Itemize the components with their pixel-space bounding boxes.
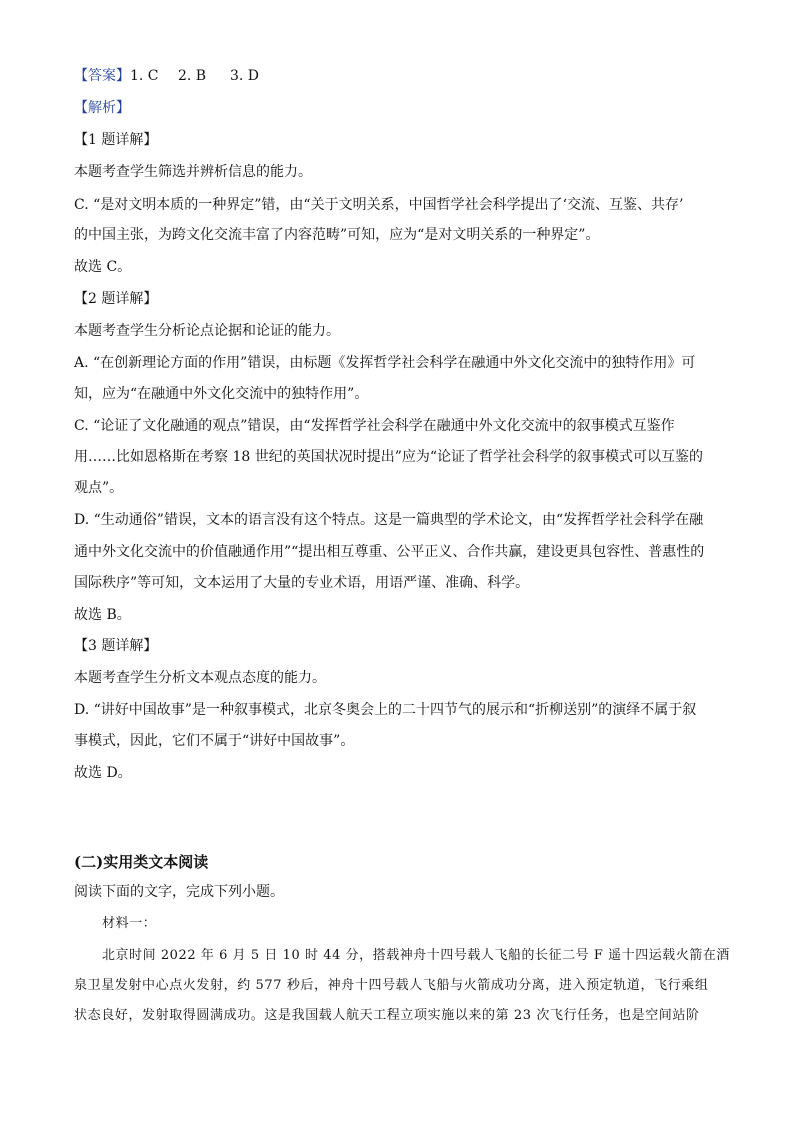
q1-line: 的中国主张，为跨文化交流丰富了内容范畴”可知，应为“是对文明关系的一种界定”。: [74, 227, 600, 243]
answer-label: 【答案】: [74, 68, 130, 84]
answer-line: [74, 66, 259, 86]
q2-line: A. “在创新理论方面的作用”错误，由标题《发挥哲学社会科学在融通中外文化交流中的独特作用》可: [74, 355, 696, 371]
q1-line: C. “是对文明本质的一种界定”错，由“关于文明关系，中国哲学社会科学提出了‘交流、互鉴、共存’: [74, 197, 684, 213]
q1-line: 本题考查学生筛选并辨析信息的能力。: [74, 164, 312, 180]
section-instruction: 阅读下面的文字，完成下列小题。: [74, 884, 284, 900]
q1-line: 故选 C。: [74, 259, 132, 275]
material-label: 材料一：: [102, 916, 157, 931]
q2-line: 故选 B。: [74, 607, 131, 623]
q2-line: 通中外文化交流中的价值融通作用”“提出相互尊重、公平正义、合作共赢，建设更具包容性、普惠性的: [74, 544, 705, 560]
q2-line: 国际秩序”等可知，文本运用了大量的专业术语，用语严谨、准确、科学。: [74, 575, 530, 591]
material-line: 泉卫星发射中心点火发射，约 577 秒后，神舟十四号载人飞船与火箭成功分离，进入预定轨道，飞行乘组: [74, 978, 709, 993]
q3-line: 本题考查学生分析文本观点态度的能力。: [74, 670, 326, 686]
q2-line: 知，应为“在融通中外文化交流中的独特作用”。: [74, 386, 369, 402]
material-line: 北京时间 2022 年 6 月 5 日 10 时 44 分，搭载神舟十四号载人飞船的长征二号 F 遥十四运载火箭在酒: [102, 948, 730, 963]
analysis-label: 【解析】: [74, 100, 130, 116]
q2-heading: 【2 题详解】: [74, 291, 158, 307]
q2-line: 观点”。: [74, 480, 124, 496]
q3-line: D. “讲好中国故事”是一种叙事模式，北京冬奥会上的二十四节气的展示和“折柳送别”的演绎不属于叙: [74, 702, 697, 718]
material-line: 状态良好，发射取得圆满成功。这是我国载人航天工程立项实施以来的第 23 次飞行任务，也是空间站阶: [74, 1008, 700, 1023]
answer-item-1: 1. C: [130, 68, 159, 84]
q2-line: 本题考查学生分析论点论据和论证的能力。: [74, 323, 340, 339]
q2-line: C. “论证了文化融通的观点”错误，由“发挥哲学社会科学在融通中外文化交流中的叙事模式互鉴作: [74, 418, 675, 434]
q2-line: D. “生动通俗”错误，文本的语言没有这个特点。这是一篇典型的学术论文，由“发挥哲学社会科学在融: [74, 512, 704, 528]
answer-item-2: 2. B: [178, 68, 207, 84]
q3-heading: 【3 题详解】: [74, 638, 158, 654]
answer-item-3: 3. D: [230, 68, 260, 84]
section-title: (二)实用类文本阅读: [74, 853, 209, 871]
q3-line: 事模式，因此，它们不属于“讲好中国故事”。: [74, 733, 355, 749]
q2-line: 用……比如恩格斯在考察 18 世纪的英国状况时提出”应为“论证了哲学社会科学的叙事模式可以互鉴的: [74, 449, 704, 465]
q1-heading: 【1 题详解】: [74, 132, 158, 148]
q3-line: 故选 D。: [74, 765, 132, 781]
